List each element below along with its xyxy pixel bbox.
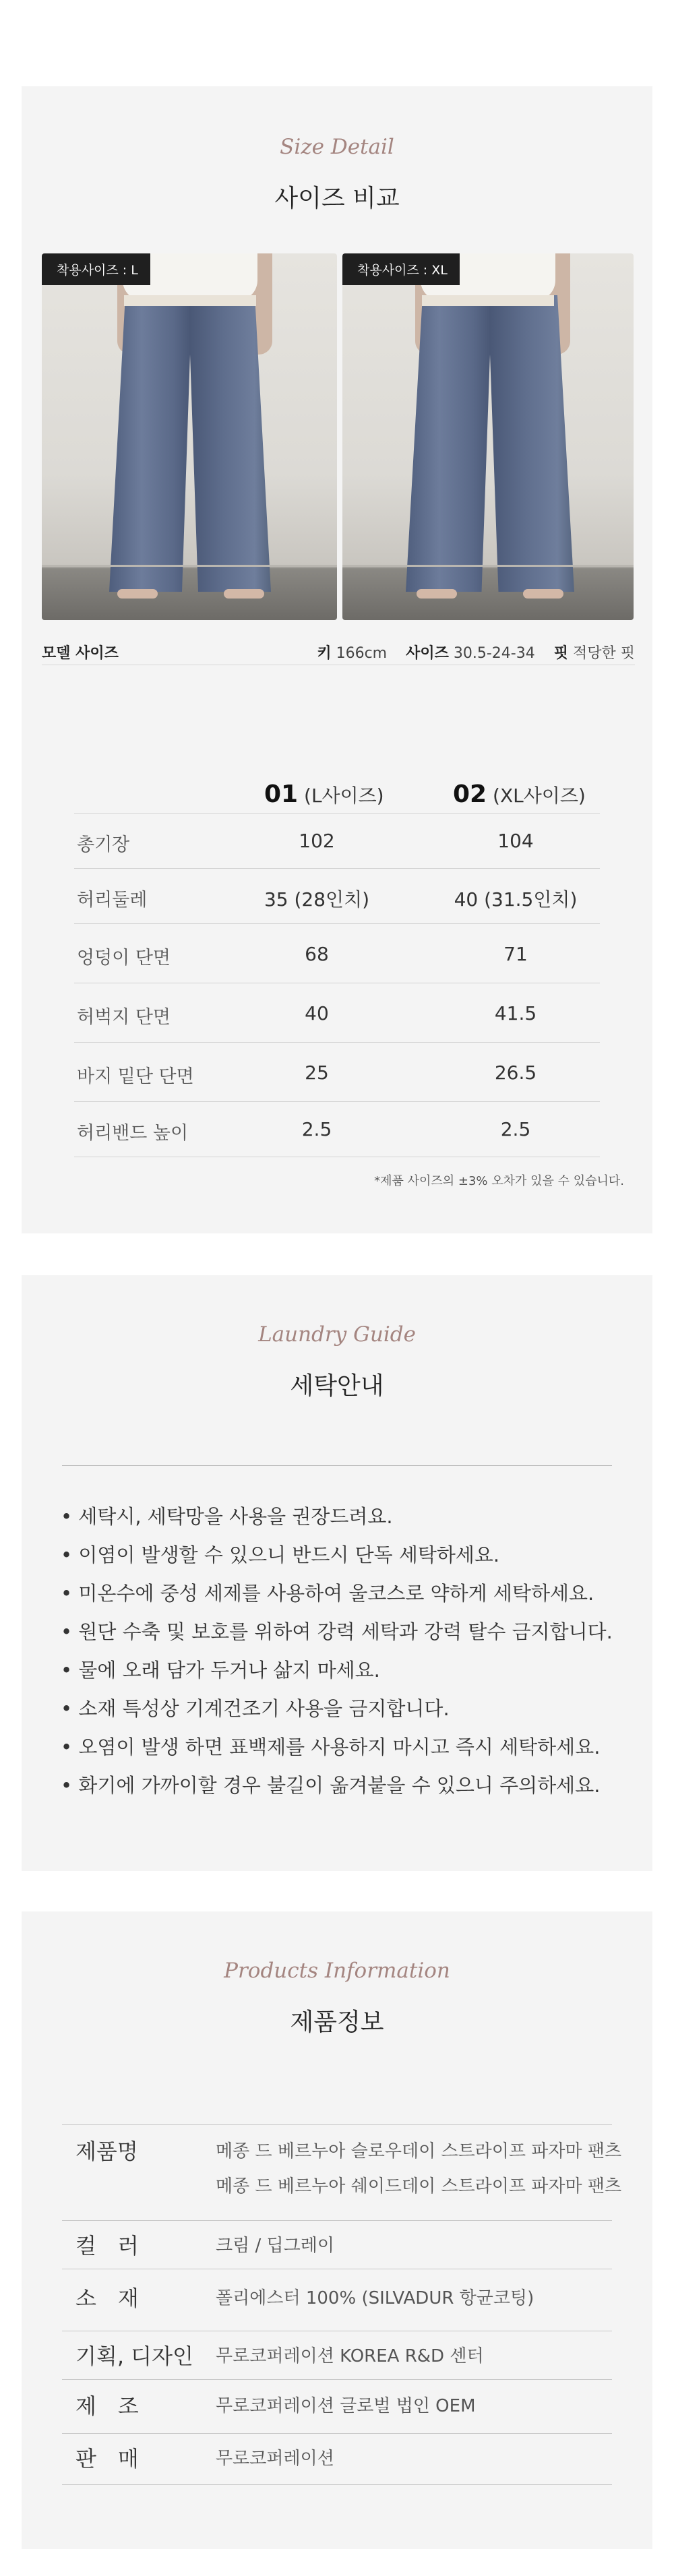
table-row: 바지 밑단 단면 25 26.5 [74,1042,600,1102]
model-size-values [317,642,635,663]
model-photo-l [42,253,337,620]
product-info-value: 메종 드 베르누아 쉐이드데이 스트라이프 파자마 팬츠 [216,2176,622,2197]
list-item: • 세탁시, 세탁망을 사용을 권장드려요. [61,1505,393,1528]
fit-label: 핏 [553,645,568,662]
model-photo-xl [342,253,634,620]
table-row: 컬 러 크림 / 딥그레이 [62,2220,612,2269]
model-size-label: 모델 사이즈 [42,645,119,662]
size-label: 사이즈 [406,645,449,662]
list-item: • 이염이 발생할 수 있으니 반드시 단독 세탁하세요. [61,1543,500,1566]
list-item: • 원단 수축 및 보호를 위하여 강력 세탁과 강력 탈수 금지합니다. [61,1620,613,1643]
size-column-head-1: 01 (L사이즈) [264,780,384,808]
photo-size-tag: 착용사이즈 : XL [342,253,460,285]
table-row: 판 매 무로코퍼레이션 [62,2433,612,2485]
height-label: 키 [317,645,332,662]
height-value: 166cm [336,645,388,662]
laundry-script-title: Laundry Guide [258,1322,416,1347]
product-info-script-title: Products Information [224,1959,450,1983]
list-item: • 미온수에 중성 세제를 사용하여 울코스로 약하게 세탁하세요. [61,1582,594,1605]
table-row: 총기장 102 104 [74,813,600,869]
product-info-section [22,1911,652,2549]
table-row [62,2124,622,2221]
product-info-title: 제품정보 [290,2008,384,2036]
model-size-row [42,639,635,665]
list-item: • 화기에 가까이할 경우 불길이 옮겨붙을 수 있으니 주의하세요. [61,1774,601,1797]
table-row: 제 조 무로코퍼레이션 글로벌 법인 OEM [62,2379,612,2434]
size-tolerance-note: *제품 사이즈의 ±3% 오차가 있을 수 있습니다. [374,1174,624,1188]
table-row: 허리둘레 35 (28인치) 40 (31.5인치) [74,868,600,924]
size-detail-title: 사이즈 비교 [274,185,400,212]
list-item: • 오염이 발생 하면 표백제를 사용하지 마시고 즉시 세탁하세요. [61,1736,601,1758]
table-row: 소 재 폴리에스터 100% (SILVADUR 항균코팅) [62,2269,612,2331]
size-detail-section [22,86,652,1233]
laundry-guide-section [22,1275,652,1871]
laundry-title: 세탁안내 [290,1372,384,1400]
fit-value: 적당한 핏 [572,645,635,662]
table-row: 허벅지 단면 40 41.5 [74,983,600,1043]
table-row: 엉덩이 단면 68 71 [74,923,600,983]
product-info-value: 메종 드 베르누아 슬로우데이 스트라이프 파자마 팬츠 [216,2141,622,2161]
size-column-head-2: 02 (XL사이즈) [453,780,586,808]
photo-size-tag: 착용사이즈 : L [42,253,150,285]
table-row: 기획, 디자인 무로코퍼레이션 KOREA R&D 센터 [62,2331,612,2380]
size-value: 30.5-24-34 [453,645,535,662]
table-row: 허리밴드 높이 2.5 2.5 [74,1101,600,1157]
laundry-divider [62,1465,612,1466]
product-info-label: 제품명 [75,2139,138,2164]
list-item: • 소재 특성상 기계건조기 사용을 금지합니다. [61,1697,450,1720]
size-detail-script-title: Size Detail [280,135,394,159]
list-item: • 물에 오래 담가 두거나 삶지 마세요. [61,1659,380,1682]
